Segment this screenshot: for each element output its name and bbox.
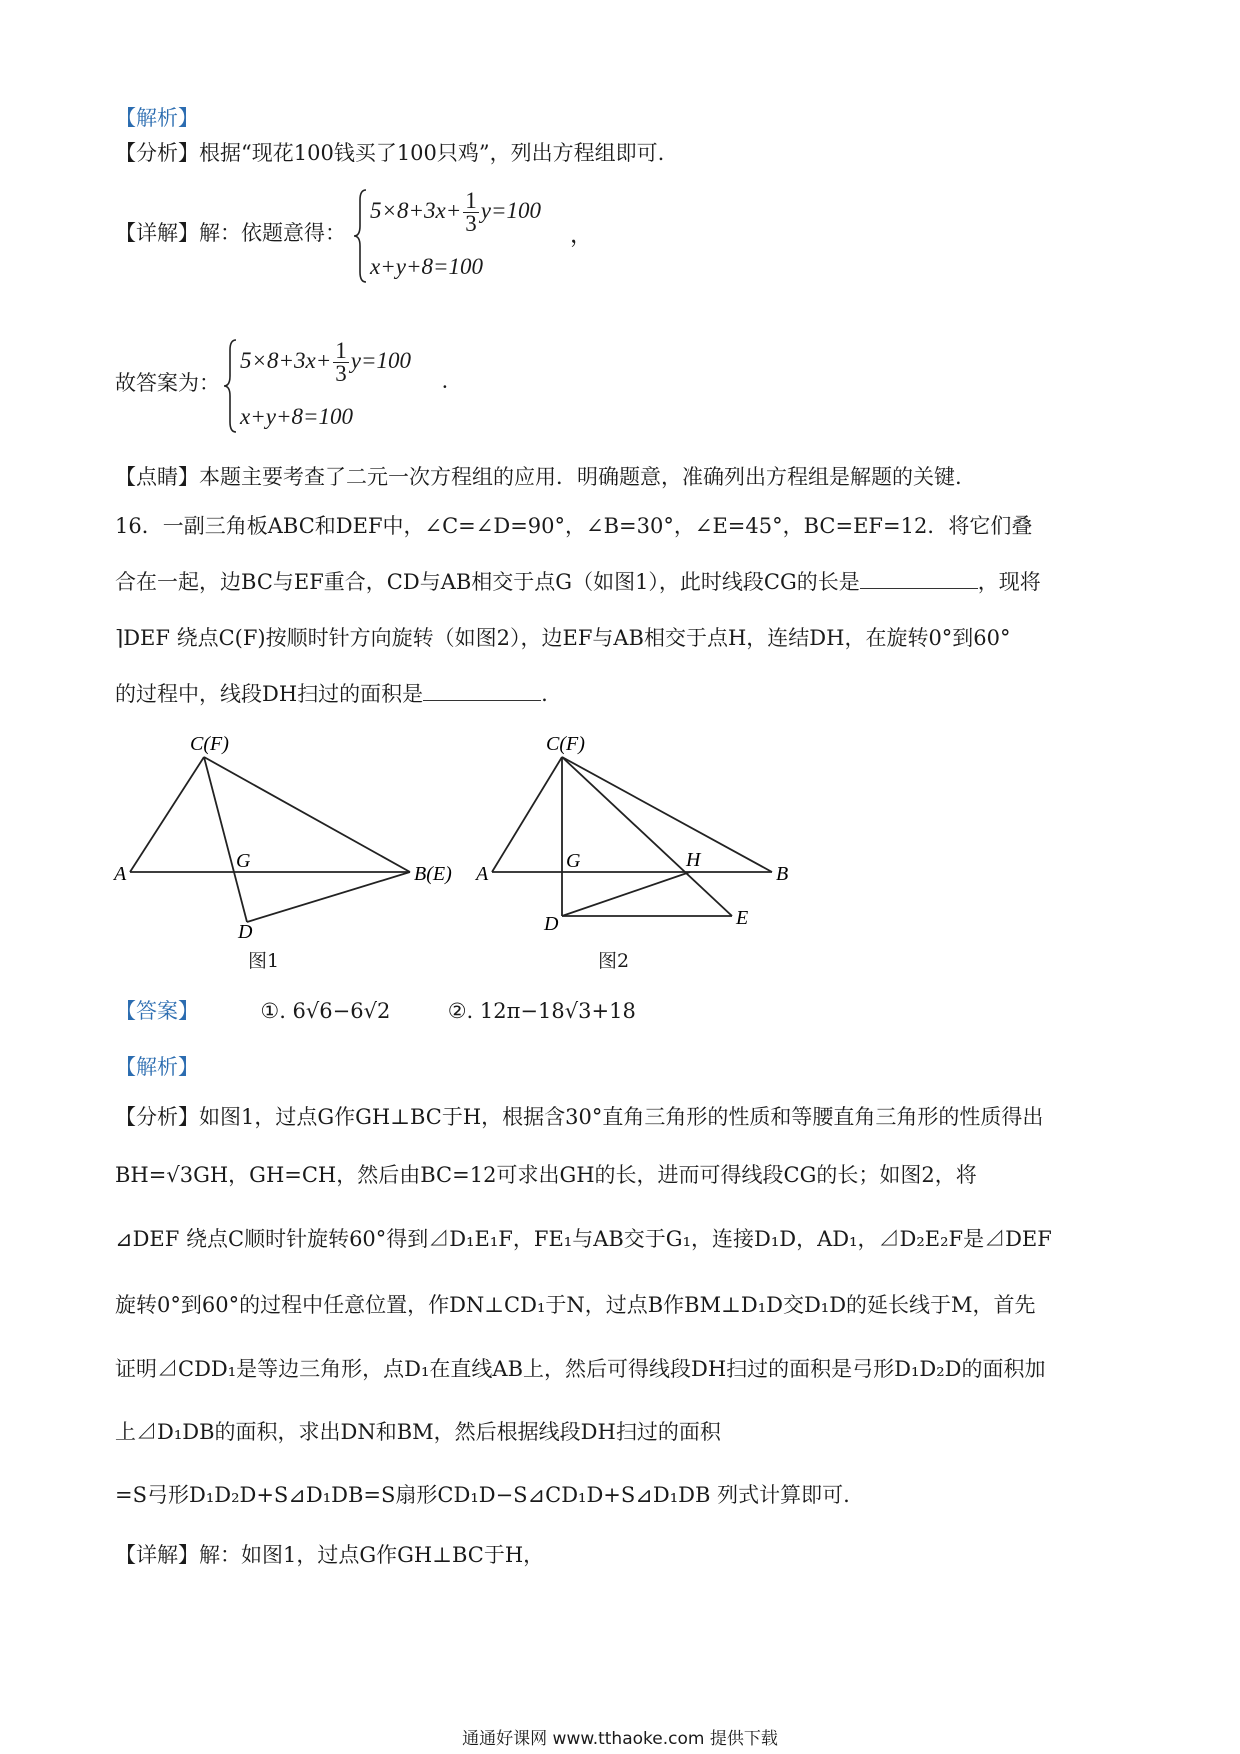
- eq1-right: y=100: [350, 347, 412, 373]
- q16-line-2-text: 合在一起，边BC与EF重合，CD与AB相交于点G（如图1），此时线段CG的长是: [115, 570, 860, 594]
- jiexi-heading-2: 【解析】: [115, 1055, 199, 1079]
- fig1-label-c: C(F): [190, 733, 229, 755]
- dianjing-tag: 【点睛】: [115, 465, 199, 489]
- analysis2-line-5: 证明⊿CDD₁是等边三角形，点D₁在直线AB上，然后可得线段DH扫过的面积是弓形D₁D₂D的面积加: [115, 1357, 1046, 1381]
- analysis2-line-2: BH=√3GH，GH=CH，然后由BC=12可求出GH的长，进而可得线段CG的长；如图2，将: [115, 1163, 977, 1187]
- answer-blank-1: [860, 568, 978, 589]
- fig2-label-g: G: [566, 850, 581, 872]
- left-brace-icon: [352, 186, 370, 286]
- answer-blank-2: [423, 680, 541, 701]
- analysis-line-1: [115, 138, 664, 168]
- analysis2-line-1: [115, 1102, 1043, 1132]
- q16-line-1: 16．一副三角板ABC和DEF中，∠C=∠D=90°，∠B=30°，∠E=45°，BC=EF=12．将它们叠: [115, 514, 1033, 538]
- q16-line-2: [115, 567, 1041, 597]
- analysis2-line-7: =S弓形D₁D₂D+S⊿D₁DB=S扇形CD₁D−S⊿CD₁D+S⊿D₁DB 列式计算即可.: [115, 1483, 850, 1507]
- fig1-segment-cd: [204, 757, 247, 922]
- fig2-label-c: C(F): [546, 733, 585, 755]
- q16-line-4-end: .: [541, 682, 548, 706]
- detail2-text: 解：如图1，过点G作GH⊥BC于H，: [199, 1543, 545, 1567]
- equation-row-2: x+y+8=100: [370, 254, 483, 279]
- equation-period: .: [442, 368, 448, 393]
- fig1-label-b: B(E): [414, 863, 452, 885]
- analysis-tag: 【分析】: [115, 141, 199, 165]
- fig2-label-a: A: [476, 863, 489, 885]
- fig2-caption: 图2: [598, 950, 630, 972]
- figure-2: [472, 730, 802, 940]
- eq1-left: 5×8+3x+: [240, 347, 332, 373]
- fraction-denominator: 3: [465, 211, 477, 236]
- fraction-numerator: 1: [465, 188, 477, 213]
- analysis2-line-4: 旋转0°到60°的过程中任意位置，作DN⊥CD₁于N，过点B作BM⊥D₁D交D₁D的延长线于M，首先: [115, 1293, 1036, 1317]
- q16-line-2-end: ，现将: [977, 570, 1041, 594]
- analysis2-tag: 【分析】: [115, 1105, 199, 1129]
- analysis2-text-1: 如图1，过点G作GH⊥BC于H，根据含30°直角三角形的性质和等腰直角三角形的性质得出: [199, 1105, 1044, 1129]
- answer-tag: 【答案】: [115, 999, 199, 1023]
- fig1-caption: 图1: [248, 950, 280, 972]
- detail2-line: [115, 1540, 544, 1570]
- fig2-label-d: D: [544, 913, 559, 935]
- q16-line-4-text: 的过程中，线段DH扫过的面积是: [115, 682, 424, 706]
- answer-2: ②. 12π−18√3+18: [447, 999, 636, 1023]
- answer-prefix-line: 故答案为：: [115, 371, 220, 395]
- equation-comma: ，: [570, 222, 593, 247]
- fig2-segment-dh: [562, 872, 690, 916]
- fig1-label-d: D: [238, 921, 253, 940]
- fraction-one-third: [463, 190, 479, 235]
- fig2-label-h: H: [686, 849, 701, 871]
- fig1-segment-ac: [130, 757, 204, 872]
- q16-line-3: ⌉DEF 绕点C(F)按顺时针方向旋转（如图2），边EF与AB相交于点H，连结DH，在旋转0°到60°: [115, 626, 1011, 650]
- left-brace-icon: [222, 336, 240, 436]
- eq1-left: 5×8+3x+: [370, 197, 462, 223]
- fig1-label-g: G: [236, 850, 251, 872]
- detail-line-1: [115, 218, 346, 248]
- figure-1: [110, 730, 480, 940]
- fig2-segment-ac: [492, 757, 562, 872]
- page-footer: 通通好课网 www.tthaoke.com 提供下载: [462, 1729, 778, 1749]
- q16-line-4: [115, 679, 548, 709]
- fraction-numerator: 1: [335, 338, 347, 363]
- fraction-one-third: [333, 340, 349, 385]
- dianjing-text: 本题主要考查了二元一次方程组的应用．明确题意，准确列出方程组是解题的关键.: [199, 465, 962, 489]
- detail-text: 解：依题意得：: [199, 221, 346, 245]
- fig2-label-e: E: [736, 907, 749, 929]
- analysis-text: 根据“现花100钱买了100只鸡”，列出方程组即可.: [199, 141, 665, 165]
- analysis2-line-6: 上⊿D₁DB的面积，求出DN和BM，然后根据线段DH扫过的面积: [115, 1420, 721, 1444]
- answer-1: ①. 6√6−6√2: [260, 999, 391, 1023]
- equation-row-2: x+y+8=100: [240, 404, 353, 429]
- equation-system-1: [352, 186, 612, 296]
- equation-row-1: [370, 190, 541, 235]
- analysis2-line-3: ⊿DEF 绕点C顺时针旋转60°得到⊿D₁E₁F，FE₁与AB交于G₁，连接D₁D，AD₁，⊿D₂E₂F是⊿DEF: [115, 1227, 1052, 1251]
- fraction-denominator: 3: [335, 361, 347, 386]
- fig1-segment-cb: [204, 757, 410, 872]
- equation-system-2: [222, 336, 482, 446]
- eq1-right: y=100: [480, 197, 542, 223]
- detail2-tag: 【详解】: [115, 1543, 199, 1567]
- fig1-label-a: A: [114, 863, 127, 885]
- detail-tag: 【详解】: [115, 221, 199, 245]
- jiexi-heading-1: 【解析】: [115, 106, 199, 130]
- equation-row-1: [240, 340, 411, 385]
- fig1-segment-de: [247, 872, 410, 922]
- fig2-label-b: B: [776, 863, 789, 885]
- answer-line: [115, 996, 636, 1026]
- dianjing-line: [115, 462, 962, 492]
